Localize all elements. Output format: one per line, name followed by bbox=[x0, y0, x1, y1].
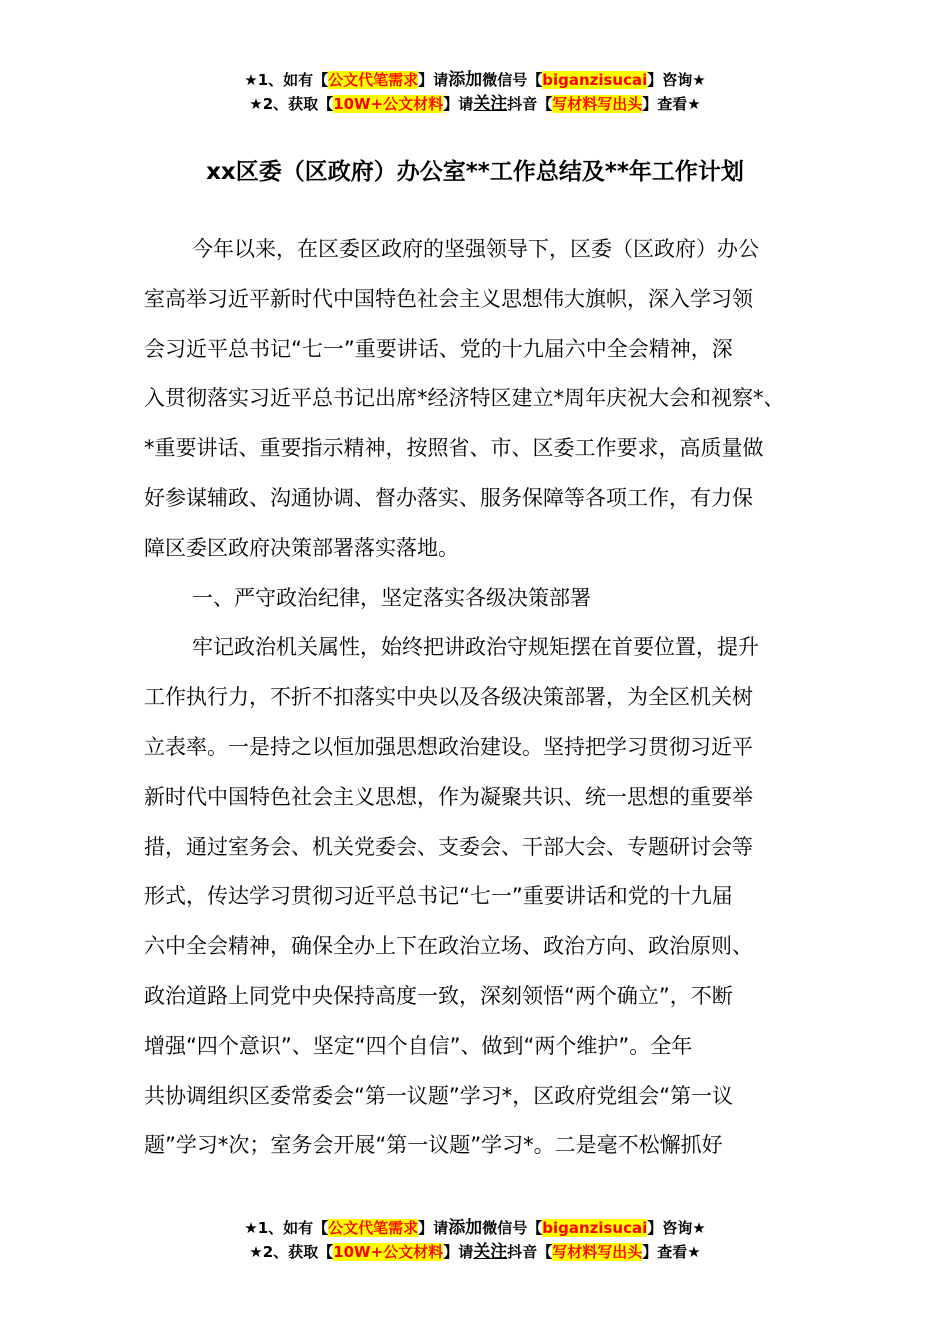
document-title: xx区委（区政府）办公室**工作总结及**年工作计划 bbox=[206, 159, 744, 185]
banner-text: 抖音【 bbox=[507, 1243, 553, 1261]
banner-text: 】查看★ bbox=[642, 95, 701, 113]
body-line: 六中全会精神，确保全办上下在政治立场、政治方向、政治原则、 bbox=[144, 934, 753, 959]
banner-text: 微信号【 bbox=[482, 1219, 543, 1237]
banner-text: 抖音【 bbox=[507, 95, 553, 113]
body-line: *重要讲话、重要指示精神，按照省、市、区委工作要求，高质量做 bbox=[144, 436, 764, 461]
banner-line-2 bbox=[0, 92, 950, 116]
body-line: 形式，传达学习贯彻习近平总书记“七一”重要讲话和党的十九届 bbox=[144, 884, 733, 909]
body-line: 增强“四个意识”、坚定“四个自信”、做到“两个维护”。全年 bbox=[144, 1033, 693, 1058]
banner-wechat-id: biganzisucai bbox=[542, 1219, 648, 1237]
body-line: 好参谋辅政、沟通协调、督办落实、服务保障等各项工作，有力保 bbox=[144, 485, 753, 510]
bottom-banner bbox=[0, 1216, 950, 1264]
banner-text: 】请 bbox=[418, 1219, 449, 1237]
banner-emphasis: 关注 bbox=[473, 94, 508, 114]
banner-line-1 bbox=[0, 1216, 950, 1240]
banner-text: 】请 bbox=[443, 95, 474, 113]
banner-highlight: 10W+公文材料 bbox=[333, 1243, 444, 1261]
banner-line-2 bbox=[0, 1240, 950, 1264]
body-line: 题”学习*次；室务会开展“第一议题”学习*。二是毫不松懈抓好 bbox=[144, 1133, 723, 1158]
banner-highlight: 10W+公文材料 bbox=[333, 95, 444, 113]
banner-text: 】咨询★ bbox=[647, 71, 706, 89]
banner-highlight: 公文代笔需求 bbox=[328, 71, 419, 89]
body-line: 措，通过室务会、机关党委会、支委会、干部大会、专题研讨会等 bbox=[144, 834, 753, 859]
body-line: 入贯彻落实习近平总书记出席*经济特区建立*周年庆祝大会和视察*、 bbox=[144, 386, 785, 411]
banner-text: 微信号【 bbox=[482, 71, 543, 89]
body-line: 牢记政治机关属性，始终把讲政治守规矩摆在首要位置，提升 bbox=[192, 635, 759, 660]
body-line: 会习近平总书记“七一”重要讲话、党的十九届六中全会精神，深 bbox=[144, 336, 733, 361]
banner-douyin-id: 写材料写出头 bbox=[552, 1243, 643, 1261]
banner-text: 】咨询★ bbox=[647, 1219, 706, 1237]
banner-text: ★2、获取【 bbox=[249, 1243, 334, 1261]
banner-emphasis: 添加 bbox=[448, 70, 483, 90]
banner-text: 】请 bbox=[418, 71, 449, 89]
body-line: 障区委区政府决策部署落实落地。 bbox=[144, 535, 459, 560]
body-line: 共协调组织区委常委会“第一议题”学习*，区政府党组会“第一议 bbox=[144, 1083, 734, 1108]
body-line: 室高举习近平新时代中国特色社会主义思想伟大旗帜，深入学习领 bbox=[144, 286, 753, 311]
top-banner bbox=[0, 68, 950, 116]
banner-emphasis: 关注 bbox=[473, 1242, 508, 1262]
banner-text: 】请 bbox=[443, 1243, 474, 1261]
body-line: 工作执行力，不折不扣落实中央以及各级决策部署，为全区机关树 bbox=[144, 685, 753, 710]
banner-text: ★2、获取【 bbox=[249, 95, 334, 113]
banner-highlight: 公文代笔需求 bbox=[328, 1219, 419, 1237]
body-line: 今年以来，在区委区政府的坚强领导下，区委（区政府）办公 bbox=[192, 237, 759, 261]
body-line: 新时代中国特色社会主义思想，作为凝聚共识、统一思想的重要举 bbox=[144, 784, 753, 809]
banner-text: ★1、如有【 bbox=[244, 1219, 329, 1237]
banner-text: 】查看★ bbox=[642, 1243, 701, 1261]
banner-text: ★1、如有【 bbox=[244, 71, 329, 89]
body-line: 政治道路上同党中央保持高度一致，深刻领悟“两个确立”，不断 bbox=[144, 983, 733, 1008]
banner-emphasis: 添加 bbox=[448, 1218, 483, 1238]
section-heading: 一、严守政治纪律，坚定落实各级决策部署 bbox=[192, 585, 591, 610]
body-line: 立表率。一是持之以恒加强思想政治建设。坚持把学习贯彻习近平 bbox=[144, 734, 753, 759]
document-body bbox=[144, 225, 808, 1171]
banner-wechat-id: biganzisucai bbox=[542, 71, 648, 89]
banner-line-1 bbox=[0, 68, 950, 92]
banner-douyin-id: 写材料写出头 bbox=[552, 95, 643, 113]
